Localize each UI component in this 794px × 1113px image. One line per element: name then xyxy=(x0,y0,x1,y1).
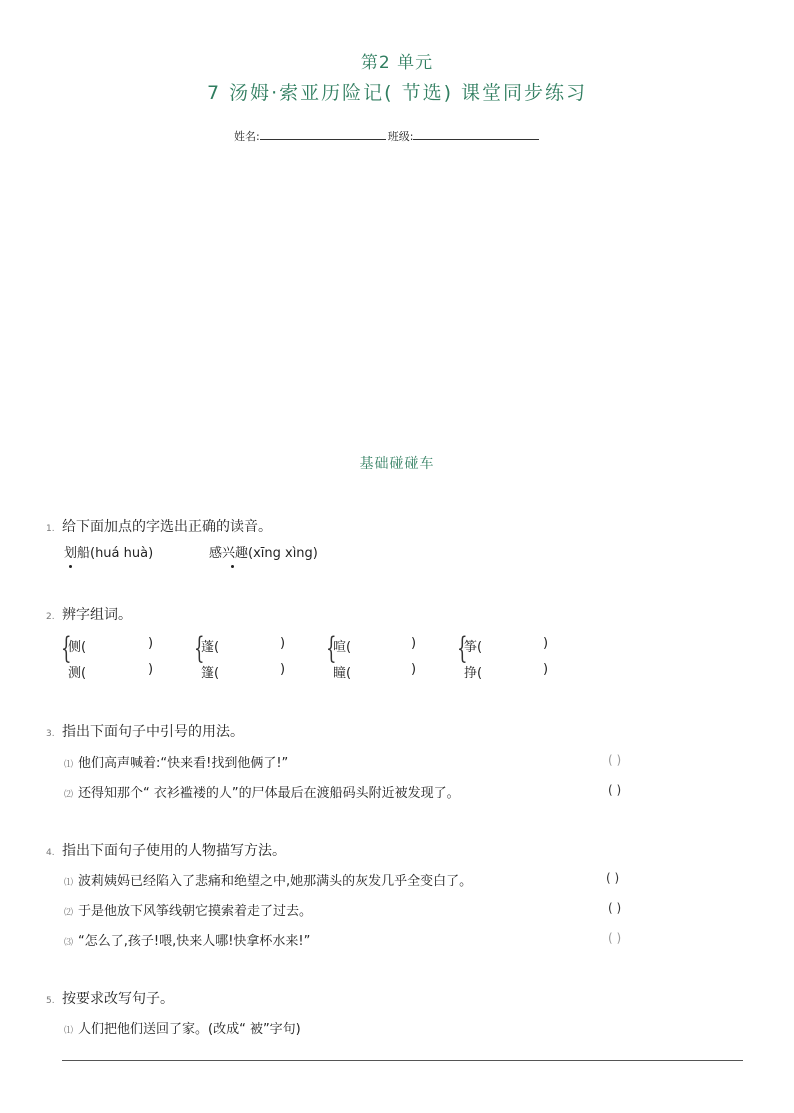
question-text: 辨字组词。 xyxy=(62,607,132,623)
paren-close: ) xyxy=(280,662,286,677)
brace-icon: { xyxy=(61,631,72,666)
question-text: 给下面加点的字选出正确的读音。 xyxy=(62,519,272,535)
question-number: 2. xyxy=(46,612,55,622)
question-number: 1. xyxy=(46,524,55,534)
answer-blank[interactable]: ( ) xyxy=(608,931,622,945)
paren-close: ) xyxy=(148,662,154,677)
answer-blank[interactable]: ( ) xyxy=(608,901,622,915)
name-blank[interactable] xyxy=(260,128,386,140)
section-title: 基础碰碰车 xyxy=(359,456,435,472)
question-text: 指出下面句子中引号的用法。 xyxy=(62,724,244,740)
question-2 xyxy=(46,604,132,624)
word-group-4-top: 筝( xyxy=(464,640,483,655)
word-group-3-top: 喧( xyxy=(333,640,352,655)
paren-close: ) xyxy=(543,662,549,677)
paren-close: ) xyxy=(280,636,286,651)
item-number: ⑵ xyxy=(64,908,74,918)
emphasis-dot xyxy=(231,565,234,568)
word-group-1-bottom: 测( xyxy=(68,666,87,681)
brace-icon: { xyxy=(326,631,337,666)
item-text: 于是他放下风筝线朝它摸索着走了过去。 xyxy=(78,904,313,919)
paren-close: ) xyxy=(148,636,154,651)
item-number: ⑴ xyxy=(64,878,74,888)
question-5 xyxy=(46,988,174,1008)
question-text: 按要求改写句子。 xyxy=(62,991,174,1007)
brace-icon: { xyxy=(194,631,205,666)
class-blank[interactable] xyxy=(413,128,539,140)
answer-blank[interactable]: ( ) xyxy=(608,753,622,767)
brace-icon: { xyxy=(457,631,468,666)
item-number: ⑴ xyxy=(64,760,74,770)
item-text: 波莉姨妈已经陷入了悲痛和绝望之中,她那满头的灰发几乎全变白了。 xyxy=(78,874,473,889)
word-group-1-top: 侧( xyxy=(68,640,87,655)
item-number: ⑴ xyxy=(64,1026,74,1036)
question-number: 5. xyxy=(46,996,55,1006)
answer-blank[interactable]: ( ) xyxy=(608,783,622,797)
question-number: 3. xyxy=(46,729,55,739)
word-group-4-bottom: 挣( xyxy=(464,666,483,681)
lesson-title: 7 汤姆·索亚历险记( 节选) 课堂同步练习 xyxy=(206,82,588,104)
q4-item-1 xyxy=(64,870,472,889)
answer-blank[interactable]: ( ) xyxy=(606,871,620,885)
item-text: “怎么了,孩子!喂,快来人哪!快拿杯水来!” xyxy=(78,934,311,949)
question-3 xyxy=(46,721,244,741)
word-group-2-top: 蓬( xyxy=(201,640,220,655)
question-number: 4. xyxy=(46,848,55,858)
paren-close: ) xyxy=(411,636,417,651)
emphasis-dot xyxy=(69,565,72,568)
q3-item-2 xyxy=(64,782,460,801)
footer-divider xyxy=(62,1060,743,1061)
name-label: 姓名: xyxy=(234,130,260,143)
item-number: ⑶ xyxy=(64,938,74,948)
word-group-3-bottom: 瞳( xyxy=(333,666,352,681)
q4-item-2 xyxy=(64,900,312,919)
question-1 xyxy=(46,516,272,536)
item-number: ⑵ xyxy=(64,790,74,800)
q5-item-1 xyxy=(64,1018,301,1037)
item-text: 还得知那个“ 衣衫褴褛的人”的尸体最后在渡船码头附近被发现了。 xyxy=(78,786,460,801)
q3-item-1 xyxy=(64,752,288,771)
question-text: 指出下面句子使用的人物描写方法。 xyxy=(62,843,286,859)
paren-close: ) xyxy=(411,662,417,677)
student-info-row xyxy=(234,128,541,144)
item-text: 他们高声喊着:“快来看!找到他俩了!” xyxy=(78,756,289,771)
class-label: 班级: xyxy=(387,130,414,143)
unit-title: 第2 单元 xyxy=(360,53,434,73)
q4-item-3 xyxy=(64,930,310,949)
item-text: 人们把他们送回了家。(改成“ 被”字句) xyxy=(78,1022,301,1037)
q1-item-2: 感兴趣(xīng xìng) xyxy=(209,546,318,561)
q1-item-1: 划船(huá huà) xyxy=(64,546,154,561)
paren-close: ) xyxy=(543,636,549,651)
word-group-2-bottom: 篷( xyxy=(201,666,220,681)
question-4 xyxy=(46,840,286,860)
